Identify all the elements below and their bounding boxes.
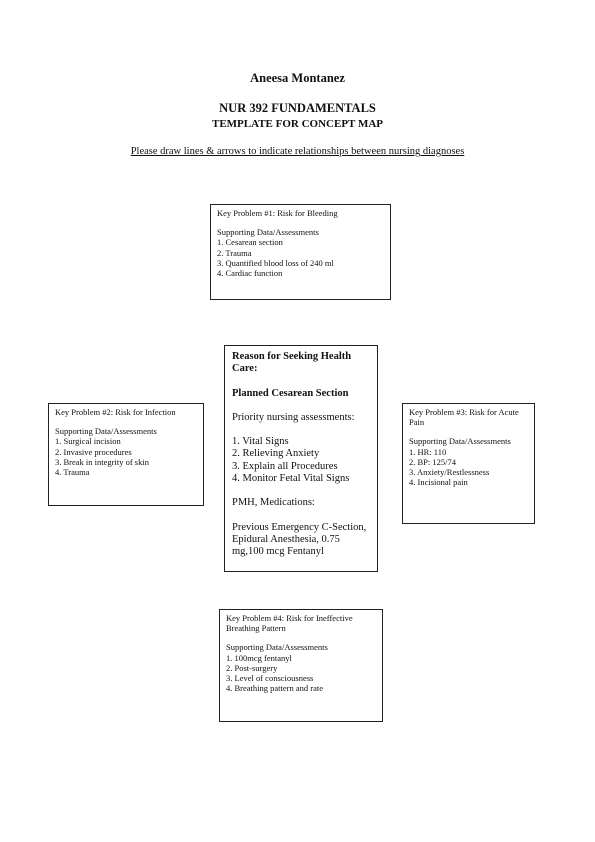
list-item: 1. Surgical incision — [55, 436, 121, 447]
list-item: 4. Breathing pattern and rate — [226, 683, 324, 694]
list-item: 2. Trauma — [217, 247, 252, 258]
list-item: 1. 100mcg fentanyl — [226, 652, 292, 663]
list-item: 1. Cesarean section — [217, 237, 283, 248]
list-item: 1. Vital Signs — [232, 436, 289, 448]
assessments-list — [232, 436, 370, 485]
list-item: 3. Anxiety/Restlessness — [409, 467, 490, 478]
key-problem-1-supporting-label: Supporting Data/Assessments — [217, 227, 319, 238]
student-name: Aneesa Montanez — [250, 71, 345, 85]
key-problem-1-box — [210, 204, 391, 300]
pmh-label: PMH, Medications: — [232, 497, 315, 509]
reason-heading: Reason for Seeking Health Care: — [232, 351, 352, 375]
template-title: TEMPLATE FOR CONCEPT MAP — [211, 118, 383, 130]
list-item: 4. Cardiac function — [217, 268, 283, 279]
key-problem-2-list — [55, 436, 197, 477]
reason-for-care-box — [224, 345, 378, 572]
list-item: 2. BP: 125/74 — [409, 456, 456, 467]
list-item: 2. Relieving Anxiety — [232, 448, 320, 460]
list-item: 4. Trauma — [55, 467, 90, 478]
list-item: 4. Monitor Fetal Vital Signs — [232, 473, 350, 485]
key-problem-4-box — [219, 609, 383, 722]
key-problem-2-title: Key Problem #2: Risk for Infection — [55, 407, 176, 417]
key-problem-1-list — [217, 237, 384, 278]
list-item: 4. Incisional pain — [409, 477, 468, 488]
key-problem-4-supporting-label: Supporting Data/Assessments — [226, 642, 328, 653]
list-item: 2. Invasive procedures — [55, 446, 132, 457]
key-problem-3-box — [402, 403, 535, 524]
key-problem-3-title: Key Problem #3: Risk for Acute Pain — [409, 407, 519, 428]
list-item: 1. HR: 110 — [409, 446, 447, 457]
list-item: 3. Quantified blood loss of 240 ml — [217, 257, 334, 268]
key-problem-4-title: Key Problem #4: Risk for Ineffective Breathing Pattern — [226, 613, 353, 634]
key-problem-3-supporting-label: Supporting Data/Assessments — [409, 436, 511, 447]
list-item: 3. Level of consciousness — [226, 673, 314, 684]
list-item: 3. Explain all Procedures — [232, 460, 338, 472]
key-problem-1-title: Key Problem #1: Risk for Bleeding — [217, 208, 338, 218]
instructions: Please draw lines & arrows to indicate relationships between nursing diagnoses — [130, 146, 465, 157]
key-problem-2-box — [48, 403, 204, 506]
key-problem-4-list — [226, 653, 376, 694]
list-item: 2. Post-surgery — [226, 662, 278, 673]
reason-subheading: Planned Cesarean Section — [232, 387, 349, 399]
key-problem-3-list — [409, 447, 528, 488]
assessments-label: Priority nursing assessments: — [232, 411, 355, 423]
key-problem-2-supporting-label: Supporting Data/Assessments — [55, 426, 157, 437]
pmh-text: Previous Emergency C-Section, Epidural Anesthesia, 0.75 mg,100 mcg Fentanyl — [232, 521, 367, 558]
course-title: NUR 392 FUNDAMENTALS — [219, 101, 376, 115]
list-item: 3. Break in integrity of skin — [55, 456, 149, 467]
